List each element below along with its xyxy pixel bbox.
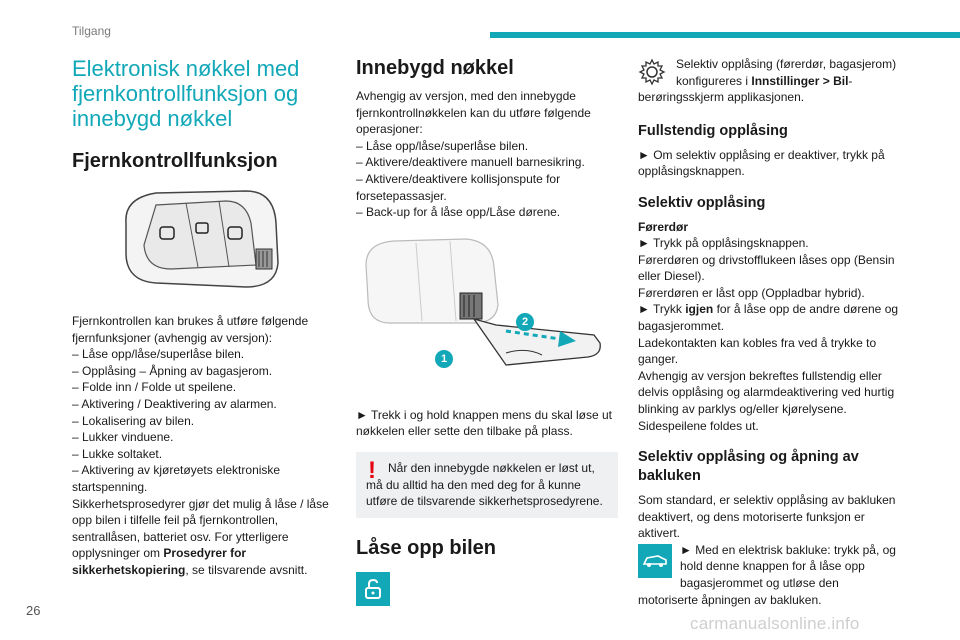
tailgate-text: Som standard, er selektiv opplåsing av bakluken deaktivert, og dens motoriserte funksjon er aktivert. — [638, 493, 896, 541]
remote-key-illustration — [116, 183, 330, 293]
safety-link-text: Prosedyrer for sikkerhetskopiering — [72, 546, 247, 577]
remote-list-item: – Lukker vinduene. — [72, 430, 174, 445]
selective-unlock-heading: Selektiv opplåsing — [638, 194, 766, 211]
remote-heading: Fjernkontrollfunksjon — [72, 150, 278, 172]
settings-text-a: Selektiv opplåsing (førerdør, bagasjerom) konfigureres i — [676, 57, 897, 88]
settings-path: Innstillinger > Bil — [751, 73, 849, 88]
safety-text: Sikkerhetsprosedyrer gjør det mulig å låse / låse opp bilen i tilfelle feil på fjernkontrollen, sentrallåsen, batteriet osv. For ytterligere opplysninger om — [72, 496, 329, 561]
gear-icon — [638, 58, 666, 86]
remote-list-item: – Aktivering av kjøretøyets elektroniske startspenning. — [72, 463, 281, 494]
remote-list-item: – Låse opp/låse/superlåse bilen. — [72, 347, 245, 362]
car-tailgate-icon — [642, 552, 668, 570]
selective-line: Ladekontakten kan kobles fra ved å trykke to ganger. — [638, 335, 877, 367]
full-unlock-text: ► Om selektiv opplåsing er deaktiver, trykk på opplåsingsknappen. — [638, 147, 885, 179]
settings-text — [638, 56, 900, 106]
tailgate-icon — [638, 544, 672, 578]
safety-paragraph — [72, 496, 330, 579]
press-again-b: for å låse opp de andre dørene og bagasjerommet. — [638, 302, 899, 333]
column-right — [638, 56, 900, 608]
tailgate-heading: Selektiv opplåsing og åpning av bakluken — [638, 449, 859, 485]
callout-2: 2 — [516, 313, 534, 331]
remote-list-item: – Lokalisering av bilen. — [72, 413, 195, 428]
settings-text-b: -berøringsskjerm applikasjonen. — [638, 73, 853, 105]
full-unlock-heading: Fullstendig opplåsing — [638, 122, 788, 139]
remote-list-item: – Aktivering / Deaktivering av alarmen. — [72, 396, 277, 411]
integrated-list-item: – Aktivere/deaktivere kollisjonspute for forsetepassasjer. — [356, 171, 561, 203]
press-again-bold: igjen — [685, 302, 714, 317]
selective-line: ► Trykk på opplåsingsknappen. — [638, 235, 809, 250]
warning-text: Når den innebygde nøkkelen er løst ut, må du alltid ha den med deg for å kunne utføre de tilsvarende sikkerhetsprosedyrene. — [366, 460, 603, 509]
selective-line: Førerdøren er låst opp (Oppladbar hybrid). — [638, 285, 865, 300]
header-section-label: Tilgang — [72, 24, 111, 38]
selective-line: Sidespeilene foldes ut. — [638, 418, 759, 433]
remote-list-item: – Lukke soltaket. — [72, 446, 163, 461]
unlock-heading: Låse opp bilen — [356, 536, 497, 559]
key-release-drawing — [356, 235, 618, 395]
key-release-illustration — [356, 235, 618, 395]
remote-list-item: – Folde inn / Folde ut speilene. — [72, 380, 237, 395]
column-middle — [356, 56, 618, 606]
tailgate-instruction — [638, 542, 900, 608]
header-accent-bar — [490, 32, 960, 38]
column-left — [72, 56, 330, 579]
selective-line: Avhengig av versjon bekreftes fullstendig eller delvis opplåsing og alarmdeaktivering ved hurtig blinking av parklys og/eller kjørelysene. — [638, 368, 895, 416]
tailgate-instruction-text: ► Med en elektrisk baklukе: trykk på, og hold denne knappen for å låse opp bagasjerommet og utløse den motoriserte åpningen av bakluken. — [638, 542, 896, 607]
integrated-intro: Avhengig av versjon, med den innebygde fjernkontrollnøkkelen kan du utføre følgende operasjoner: — [356, 89, 591, 137]
warning-icon: ! — [368, 456, 376, 484]
remote-key-drawing — [116, 183, 286, 293]
integrated-list-item: – Aktivere/deaktivere manuell barnesikring. — [356, 155, 585, 170]
callout-1: 1 — [435, 350, 453, 368]
integrated-list-item: – Back-up for å låse opp/Låse dørene. — [356, 205, 561, 220]
safety-end: , se tilsvarende avsnitt. — [185, 562, 308, 577]
integrated-list-item: – Låse opp/låse/superlåse bilen. — [356, 138, 529, 153]
padlock-open-icon — [362, 578, 384, 600]
remote-intro: Fjernkontrollen kan brukes å utføre følgende fjernfunksjoner (avhengig av versjon): — [72, 314, 309, 345]
settings-info — [638, 56, 900, 106]
chapter-title: Elektronisk nøkkel med fjernkontrollfunksjon og innebygd nøkkel — [72, 56, 300, 131]
integrated-key-heading: Innebygd nøkkel — [356, 57, 514, 79]
press-again-line — [638, 301, 900, 334]
driver-door-subheading: Førerdør — [638, 219, 689, 234]
page-number: 26 — [26, 603, 41, 618]
selective-line: Førerdøren og drivstofflukeen låses opp (Bensin eller Diesel). — [638, 252, 895, 284]
remote-list-item: – Opplåsing – Åpning av bagasjerom. — [72, 363, 273, 378]
release-instruction: ► Trekk i og hold knappen mens du skal løse ut nøkkelen eller sette den tilbake på plass. — [356, 407, 613, 439]
press-again-a: ► Trykk — [638, 302, 682, 317]
warning-note — [356, 452, 618, 518]
watermark: carmanualsonline.info — [690, 614, 860, 633]
unlock-icon — [356, 572, 390, 606]
